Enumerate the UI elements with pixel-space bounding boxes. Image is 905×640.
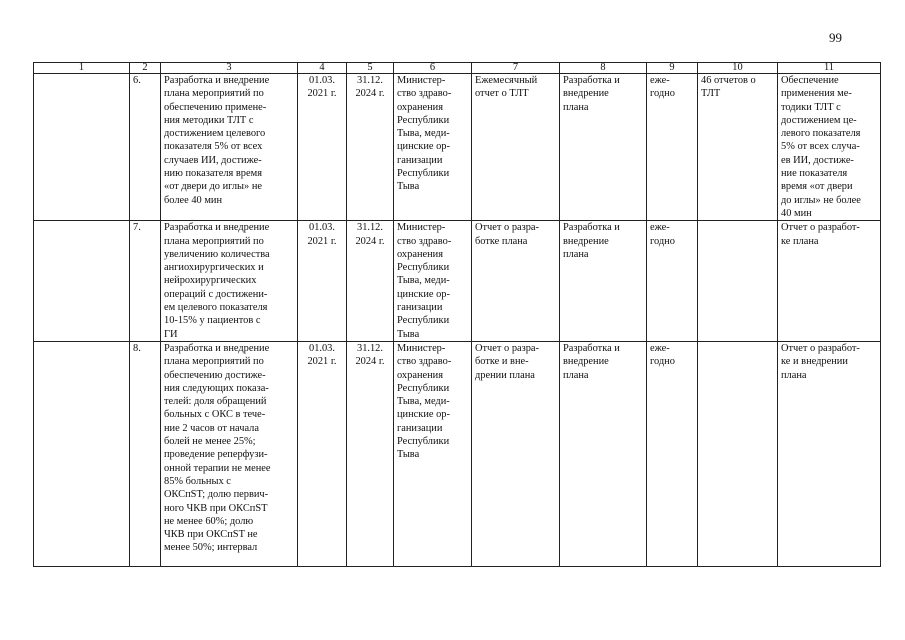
cell-start-date: 01.03. 2021 г. <box>298 221 347 342</box>
col-header-8: 8 <box>560 63 647 74</box>
col-header-6: 6 <box>394 63 472 74</box>
cell-row-number: 6. <box>130 74 161 221</box>
col-header-11: 11 <box>778 63 881 74</box>
cell-end-date: 31.12. 2024 г. <box>347 74 394 221</box>
cell-periodicity: еже- годно <box>647 221 698 342</box>
cell-executor: Министер- ство здраво- охранения Республики Тыва, меди- цинские ор- ганизации Республики Тыва <box>394 74 472 221</box>
cell-col1 <box>34 341 130 566</box>
cell-col1 <box>34 74 130 221</box>
table-row <box>34 221 881 342</box>
col-header-2: 2 <box>130 63 161 74</box>
cell-start-date: 01.03. 2021 г. <box>298 341 347 566</box>
col-header-10: 10 <box>698 63 778 74</box>
cell-end-date: 31.12. 2024 г. <box>347 221 394 342</box>
cell-report: Отчет о разра- ботке и вне- дрении плана <box>472 341 560 566</box>
cell-result: Отчет о разработ- ке плана <box>778 221 881 342</box>
col-header-3: 3 <box>161 63 298 74</box>
cell-end-date: 31.12. 2024 г. <box>347 341 394 566</box>
cell-executor: Министер- ство здраво- охранения Республики Тыва, меди- цинские ор- ганизации Республики Тыва <box>394 221 472 342</box>
header-row <box>34 63 881 74</box>
cell-col10 <box>698 341 778 566</box>
cell-start-date: 01.03. 2021 г. <box>298 74 347 221</box>
cell-task: Разработка и внедрение плана мероприятий по обеспечению достиже- ния следующих показа- телей: доля обращений больных с ОКС в тече- ние 2 часов от начала болей не менее 25%; проведение реперфузи- онной терапии не менее 85% больных с ОКСпST; долю первич- ного ЧКВ при ОКСпST не менее 60%; долю ЧКВ при ОКСпST не менее 50%; интервал <box>161 341 298 566</box>
cell-report: Ежемесячный отчет о ТЛТ <box>472 74 560 221</box>
cell-content: Разработка и внедрение плана <box>560 341 647 566</box>
col-header-5: 5 <box>347 63 394 74</box>
cell-content: Разработка и внедрение плана <box>560 74 647 221</box>
cell-content: Разработка и внедрение плана <box>560 221 647 342</box>
col-header-7: 7 <box>472 63 560 74</box>
cell-executor: Министер- ство здраво- охранения Республики Тыва, меди- цинские ор- ганизации Республики Тыва <box>394 341 472 566</box>
cell-task: Разработка и внедрение плана мероприятий по обеспечению примене- ния методики ТЛТ с достижением целевого показателя 5% от всех случаев ИИ, достиже- нию показателя время «от двери до иглы» не более 40 мин <box>161 74 298 221</box>
cell-report: Отчет о разра- ботке плана <box>472 221 560 342</box>
col-header-1: 1 <box>34 63 130 74</box>
cell-periodicity: еже- годно <box>647 341 698 566</box>
table-row <box>34 341 881 566</box>
cell-result: Обеспечение применения ме- тодики ТЛТ с достижением це- левого показателя 5% от всех случа- ев ИИ, достиже- ние показателя время «от двери до иглы» не более 40 мин <box>778 74 881 221</box>
cell-row-number: 7. <box>130 221 161 342</box>
cell-result: Отчет о разработ- ке и внедрении плана <box>778 341 881 566</box>
plan-table <box>33 62 881 567</box>
cell-task: Разработка и внедрение плана мероприятий по увеличению количества ангиохирургических и нейрохирургических операций с достижени- ем целевого показателя 10-15% у пациентов с ГИ <box>161 221 298 342</box>
cell-col1 <box>34 221 130 342</box>
cell-row-number: 8. <box>130 341 161 566</box>
page-number: 99 <box>829 30 842 45</box>
cell-periodicity: еже- годно <box>647 74 698 221</box>
table-row <box>34 74 881 221</box>
col-header-9: 9 <box>647 63 698 74</box>
cell-col10 <box>698 221 778 342</box>
cell-col10: 46 отчетов о ТЛТ <box>698 74 778 221</box>
col-header-4: 4 <box>298 63 347 74</box>
